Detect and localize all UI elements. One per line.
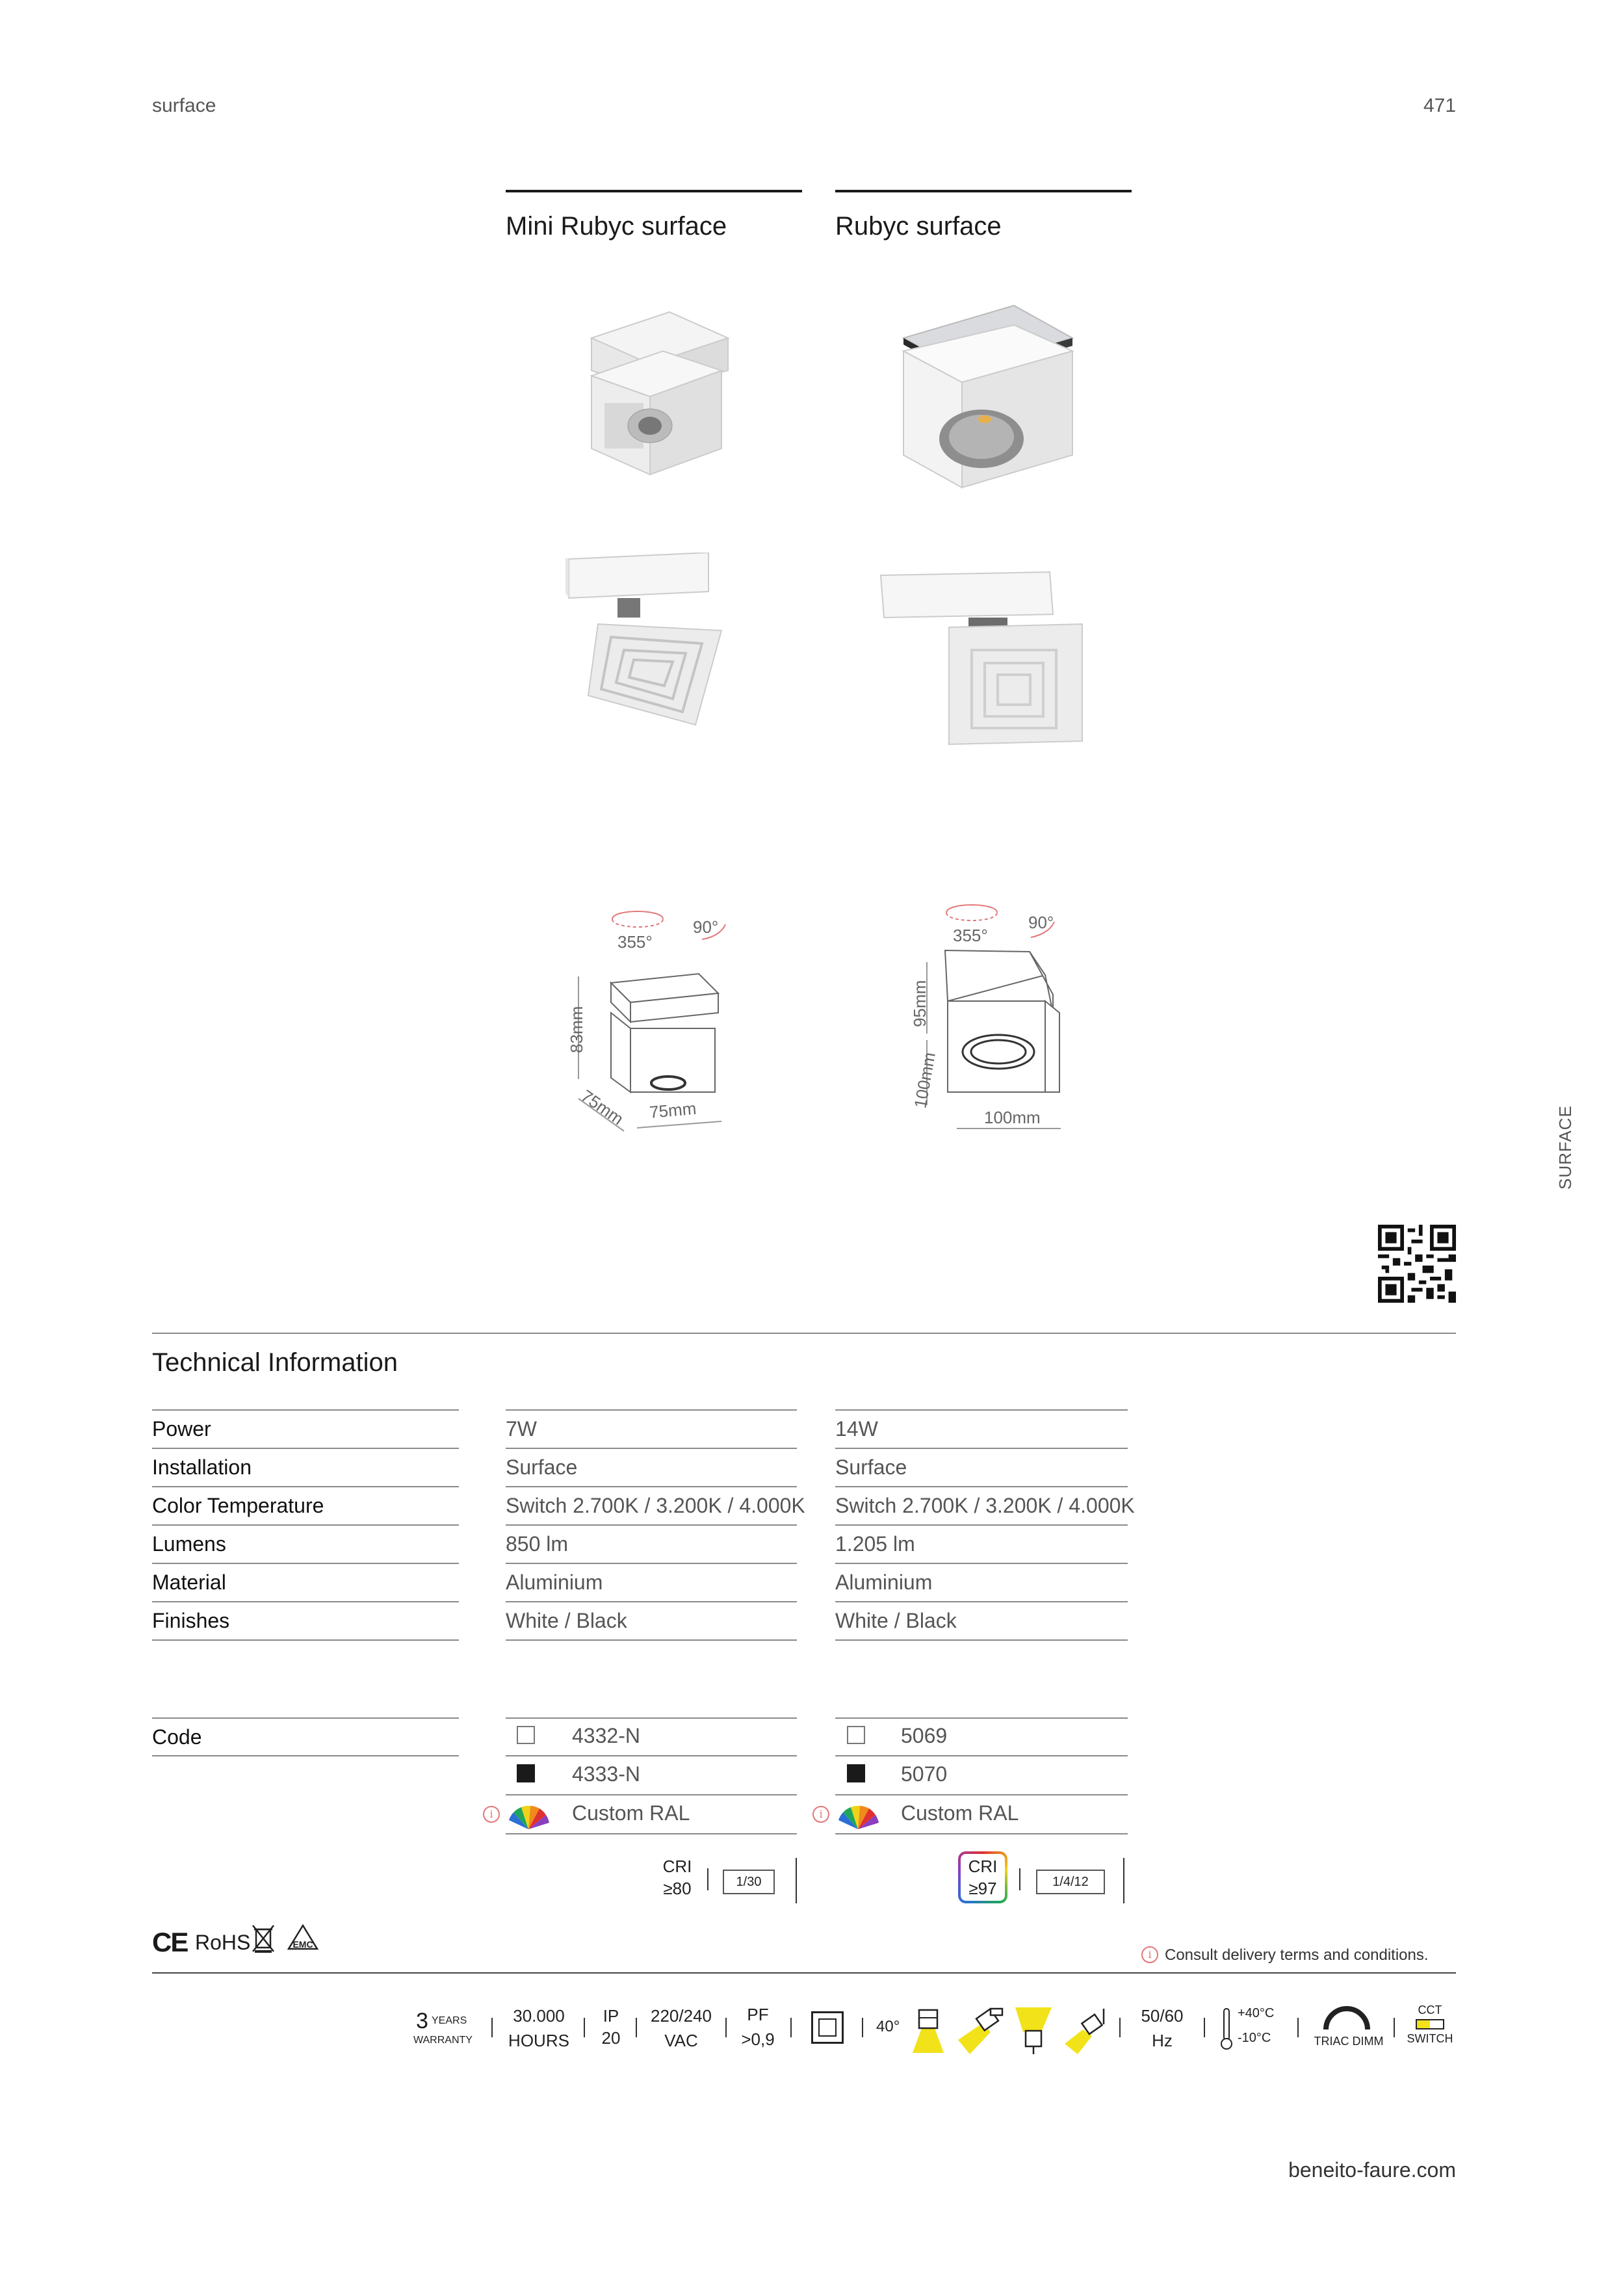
tech-row-rule: [835, 1486, 1128, 1487]
code-a-rule-1: [506, 1755, 797, 1756]
thermometer-icon: [1219, 2007, 1234, 2052]
spec-sep-10: [1394, 2018, 1395, 2037]
tech-row-value-mini: Surface: [506, 1455, 578, 1479]
ip-label: IP: [603, 2006, 619, 2026]
code-a-white: 4332-N: [572, 1724, 640, 1747]
hours-number: 30.000: [513, 2006, 565, 2026]
temp-min: -10°C: [1238, 2031, 1271, 2045]
tech-row-rule: [152, 1563, 459, 1564]
tech-row-value-mini: 7W: [506, 1417, 537, 1441]
code-b-rule-2: [835, 1794, 1128, 1795]
product-rule-rubyc: [835, 190, 1132, 192]
product-title-rubyc: Rubyc surface: [835, 212, 1002, 241]
rubyc-width-label: 100mm: [984, 1108, 1041, 1127]
spec-sep-4: [725, 2018, 727, 2037]
tech-row-rule: [152, 1409, 459, 1411]
tech-row-value-mini: Aluminium: [506, 1571, 603, 1594]
cct-label: CCT: [1418, 2003, 1442, 2016]
triac-dimm-icon: [1319, 2005, 1374, 2031]
tech-title: Technical Information: [152, 1348, 398, 1377]
rohs-mark: RoHS: [195, 1931, 251, 1954]
finish-white-swatch: [517, 1726, 535, 1744]
code-a-black: 4333-N: [572, 1762, 640, 1786]
mini-width-label: 75mm: [648, 1098, 697, 1122]
tech-row-value-mini: 850 lm: [506, 1532, 569, 1556]
downlight-beam-icon: [910, 2007, 946, 2054]
tech-row-rule: [506, 1524, 797, 1526]
tech-table-bottom-rule: [506, 1639, 797, 1641]
tech-divider: [152, 1333, 1456, 1334]
rubyc-dimension-drawing: [903, 897, 1098, 1131]
tech-row-rule: [152, 1486, 459, 1487]
tech-row-value-rubyc: Surface: [835, 1455, 907, 1479]
code-label-rule-bottom: [152, 1755, 459, 1756]
code-b-rule-0: [835, 1717, 1128, 1719]
spec-sep-1: [491, 2018, 493, 2037]
tech-row-value-rubyc: 1.205 lm: [835, 1532, 915, 1556]
spec-sep-7: [1119, 2018, 1121, 2037]
wall-wash-beam-icon: [1014, 2006, 1053, 2055]
mini-rubyc-tilted-image: [565, 553, 747, 735]
ce-mark: CE: [152, 1927, 188, 1957]
mini-depth-label: 75mm: [577, 1086, 627, 1129]
cct-switch-icon: [1416, 2019, 1444, 2029]
pf-value: >0,9: [741, 2029, 775, 2049]
rubyc-tilt-label: 90°: [1028, 913, 1054, 932]
spec-sep-2: [584, 2018, 585, 2037]
spec-sep-3: [636, 2018, 637, 2037]
warranty-years: YEARS: [432, 2015, 467, 2026]
tech-row-rule: [152, 1524, 459, 1526]
emc-mark-icon: [286, 1923, 320, 1954]
page-number: 471: [1423, 95, 1457, 116]
tilted-beam-icon: [957, 2006, 1006, 2055]
code-b-rule-1: [835, 1755, 1128, 1756]
switch-label: SWITCH: [1407, 2032, 1453, 2045]
cri-label-b: CRI: [968, 1857, 998, 1876]
weee-bin-icon: [251, 1923, 276, 1954]
pack-box-b: 1/4/12: [1036, 1870, 1105, 1894]
mini-tilt-label: 90°: [693, 917, 719, 937]
info-icon[interactable]: i: [483, 1806, 500, 1823]
rubyc-height-label: 95mm: [910, 980, 929, 1027]
qr-code[interactable]: [1378, 1225, 1456, 1303]
rubyc-front-image: [897, 299, 1092, 494]
tech-row-rule: [506, 1486, 797, 1487]
cri-value-a: ≥80: [663, 1879, 692, 1898]
badge-separator-b2: [1123, 1858, 1124, 1903]
triac-dimm-label: TRIAC DIMM: [1314, 2035, 1384, 2048]
tech-row-rule: [835, 1448, 1128, 1449]
cri-value-b: ≥97: [968, 1879, 997, 1898]
tech-row-label: Color Temperature: [152, 1494, 324, 1517]
cri-label-a: CRI: [662, 1857, 692, 1876]
mini-rotation-label: 355°: [617, 932, 653, 952]
tech-row-label: Finishes: [152, 1609, 230, 1632]
tech-row-value-rubyc: Aluminium: [835, 1571, 933, 1594]
voltage-value: 220/240: [651, 2006, 712, 2026]
spec-sep-9: [1297, 2018, 1299, 2037]
frequency-unit: Hz: [1152, 2031, 1173, 2050]
code-b-custom-ral: Custom RAL: [901, 1801, 1019, 1825]
ral-color-fan-icon-b: [835, 1801, 881, 1831]
warranty-number: 3: [416, 2009, 428, 2033]
product-title-mini: Mini Rubyc surface: [506, 212, 727, 241]
badge-separator-a2: [796, 1858, 797, 1903]
code-label-rule-top: [152, 1717, 459, 1719]
tech-row-rule: [835, 1524, 1128, 1526]
rubyc-depth-label: 100mm: [910, 1050, 939, 1110]
tech-row-label: Installation: [152, 1455, 252, 1479]
finish-black-swatch-b: [847, 1764, 865, 1782]
frequency-value: 50/60: [1141, 2006, 1184, 2026]
warranty-label: WARRANTY: [413, 2035, 473, 2046]
footer-url[interactable]: beneito-faure.com: [1288, 2158, 1456, 2182]
tech-row-rule: [835, 1601, 1128, 1602]
tech-row-rule: [506, 1448, 797, 1449]
tech-row-value-rubyc: 14W: [835, 1417, 878, 1441]
badge-separator-b1: [1019, 1868, 1020, 1890]
finish-black-swatch: [517, 1764, 535, 1782]
finish-white-swatch-b: [847, 1726, 865, 1744]
code-b-black: 5070: [901, 1762, 948, 1786]
tech-row-value-mini: White / Black: [506, 1609, 627, 1632]
mini-height-label: 83mm: [567, 1006, 586, 1053]
code-a-custom-ral: Custom RAL: [572, 1801, 690, 1825]
pf-label: PF: [747, 2005, 769, 2024]
tech-row-label: Lumens: [152, 1532, 226, 1556]
hours-label: HOURS: [508, 2031, 569, 2050]
mini-rubyc-front-image: [572, 299, 741, 481]
rubyc-tilted-image: [874, 566, 1095, 761]
code-a-rule-2: [506, 1794, 797, 1795]
spec-sep-8: [1204, 2018, 1205, 2037]
tech-row-label: Material: [152, 1571, 226, 1594]
product-rule-mini: [506, 190, 802, 192]
spec-sep-5: [790, 2018, 792, 2037]
section-label: surface: [152, 95, 216, 116]
tech-table-bottom-rule: [835, 1639, 1128, 1641]
code-label: Code: [152, 1725, 202, 1749]
tech-row-value-rubyc: White / Black: [835, 1609, 957, 1632]
square-frame-icon: [811, 2011, 844, 2044]
tech-row-value-mini: Switch 2.700K / 3.200K / 4.000K: [506, 1494, 805, 1517]
code-a-rule-0: [506, 1717, 797, 1719]
tech-row-rule: [506, 1601, 797, 1602]
code-a-rule-3: [506, 1833, 797, 1834]
side-tab: SURFACE: [1555, 1105, 1575, 1190]
beam-angle: 40°: [876, 2018, 900, 2035]
tech-row-value-rubyc: Switch 2.700K / 3.200K / 4.000K: [835, 1494, 1135, 1517]
tech-table-bottom-rule: [152, 1639, 459, 1641]
temp-max: +40°C: [1238, 2006, 1275, 2020]
pack-box-a: 1/30: [723, 1870, 775, 1894]
badge-separator-a1: [707, 1868, 708, 1890]
angled-beam-icon: [1063, 2006, 1113, 2055]
spec-sep-6: [862, 2018, 863, 2037]
tech-row-rule: [152, 1448, 459, 1449]
consult-note: Consult delivery terms and conditions.: [1165, 1946, 1429, 1964]
specs-divider: [152, 1972, 1456, 1974]
tech-row-rule: [835, 1563, 1128, 1564]
mini-rubyc-dimension-drawing: [559, 904, 754, 1138]
ral-color-fan-icon: [506, 1801, 551, 1831]
info-icon-b[interactable]: i: [812, 1806, 829, 1823]
code-b-rule-3: [835, 1833, 1128, 1834]
tech-row-label: Power: [152, 1417, 211, 1441]
tech-row-rule: [506, 1563, 797, 1564]
tech-row-rule: [835, 1409, 1128, 1411]
voltage-unit: VAC: [664, 2031, 698, 2050]
consult-info-icon[interactable]: i: [1141, 1946, 1158, 1963]
tech-row-rule: [152, 1601, 459, 1602]
ip-value: 20: [601, 2028, 621, 2048]
tech-row-rule: [506, 1409, 797, 1411]
emc-mark-text: EMC: [292, 1939, 313, 1950]
rubyc-rotation-label: 355°: [953, 926, 988, 945]
code-b-white: 5069: [901, 1724, 948, 1747]
